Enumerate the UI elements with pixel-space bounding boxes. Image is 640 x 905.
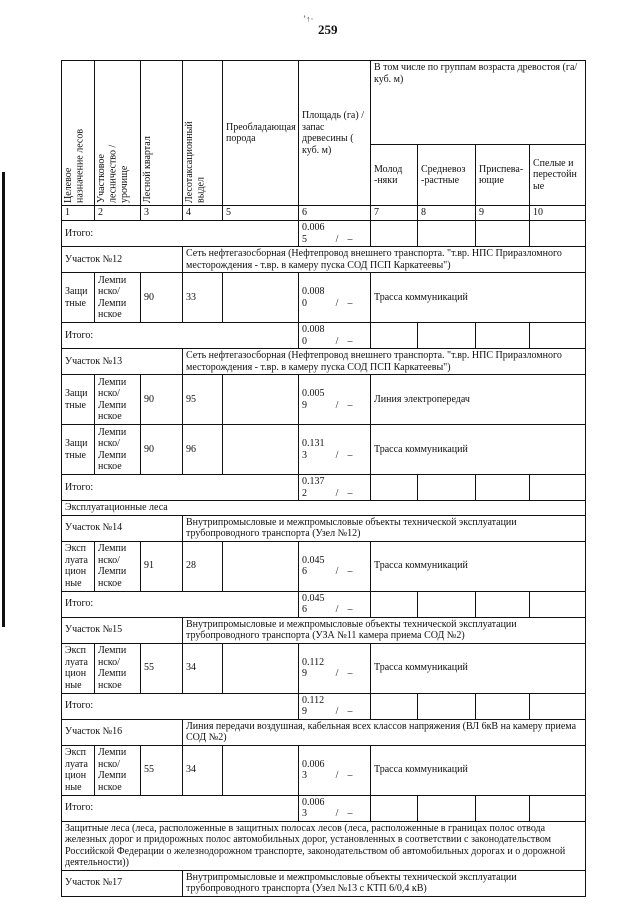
page-number: 259 [318,22,338,37]
quarter-cell: 55 [141,745,183,795]
section-row-u12 [62,247,586,273]
total-area: 0.112 9 / – [299,693,371,719]
table-row [62,425,586,475]
quarter-cell: 91 [141,541,183,591]
section-label: Участок №17 [62,870,183,896]
col-number: 4 [183,206,223,221]
table-row [62,745,586,795]
forestry-cell: Лемпи нско/ Лемпи нское [95,375,141,425]
header-vydel: Лесотаксационный выдел [183,61,223,206]
total-label: Итого: [62,693,299,719]
col-number: 6 [299,206,371,221]
col-number: 9 [476,206,530,221]
forestry-cell: Лемпи нско/ Лемпи нское [95,273,141,323]
total-label: Итого: [62,591,299,617]
purpose-cell: Защи тные [62,425,95,475]
area-cell: 0.112 9 / – [299,643,371,693]
col-number: 3 [141,206,183,221]
quarter-cell: 90 [141,273,183,323]
forest-areas-table [61,60,586,897]
col-number: 1 [62,206,95,221]
purpose-cell: Эксп луата цион ные [62,745,95,795]
header-species: Преобладающая порода [223,61,299,206]
total-area: 0.137 2 / – [299,475,371,501]
vydel-cell: 34 [183,745,223,795]
header-row [62,61,586,145]
vydel-cell: 28 [183,541,223,591]
header-middle: Средневоз -растные [418,145,476,206]
section-description: Сеть нефтегазосборная (Нефтепровод внешнего транспорта. "т.вр. НПС Приразломного месторождения - т.вр. в камеру пуска СОД ПСП Каркатеевы") [183,247,586,273]
note-cell: Трасса коммуникаций [371,273,586,323]
purpose-cell: Защи тные [62,375,95,425]
total-area: 0.006 5 / – [299,221,371,247]
total-area: 0.006 3 / – [299,795,371,821]
total-label: Итого: [62,475,299,501]
header-area: Площадь (га) / запас древесины ( куб. м) [299,61,371,206]
total-label: Итого: [62,323,299,349]
total-area: 0.045 6 / – [299,591,371,617]
total-row [62,693,586,719]
forestry-cell: Лемпи нско/ Лемпи нское [95,745,141,795]
quarter-cell: 90 [141,375,183,425]
area-cell: 0.006 3 / – [299,745,371,795]
forest-table-frame [61,60,585,897]
category-row [62,501,586,516]
note-cell: Трасса коммуникаций [371,541,586,591]
vydel-cell: 33 [183,273,223,323]
purpose-cell: Эксп луата цион ные [62,541,95,591]
header-forestry: Участковое лесничество / урочище [95,61,141,206]
section-description: Внутрипромысловые и межпромысловые объекты технической эксплуатации трубопроводного транспорта (УЗА №11 камера приема СОД №2) [183,617,586,643]
area-cell: 0.005 9 / – [299,375,371,425]
note-cell: Трасса коммуникаций [371,425,586,475]
area-cell: 0.008 0 / – [299,273,371,323]
forestry-cell: Лемпи нско/ Лемпи нское [95,425,141,475]
section-label: Участок №13 [62,349,183,375]
section-label: Участок №14 [62,515,183,541]
total-label: Итого: [62,795,299,821]
scan-margin-bar [2,172,5,627]
quarter-cell: 55 [141,643,183,693]
header-quarter: Лесной квартал [141,61,183,206]
table-row [62,643,586,693]
purpose-cell: Защи тные [62,273,95,323]
total-label: Итого: [62,221,299,247]
col-number: 10 [530,206,586,221]
vydel-cell: 95 [183,375,223,425]
section-row-u16 [62,719,586,745]
header-purpose: Целевое назначение лесов [62,61,95,206]
note-cell: Трасса коммуникаций [371,643,586,693]
col-number: 2 [95,206,141,221]
section-row-u13 [62,349,586,375]
total-row [62,475,586,501]
table-row [62,273,586,323]
col-number: 7 [371,206,418,221]
section-label: Участок №12 [62,247,183,273]
section-row-u17 [62,870,586,896]
col-number: 8 [418,206,476,221]
total-row [62,323,586,349]
col-number: 5 [223,206,299,221]
forestry-cell: Лемпи нско/ Лемпи нское [95,643,141,693]
note-cell: Трасса коммуникаций [371,745,586,795]
total-row [62,221,586,247]
category-title: Эксплуатационные леса [62,501,586,516]
area-cell: 0.131 3 / – [299,425,371,475]
total-row [62,591,586,617]
header-age-groups: В том числе по группам возраста древостоя (га/ куб. м) [371,61,586,145]
purpose-cell: Эксп луата цион ные [62,643,95,693]
table-row [62,541,586,591]
column-numbers-row [62,206,586,221]
total-area: 0.008 0 / – [299,323,371,349]
section-description: Сеть нефтегазосборная (Нефтепровод внешнего транспорта. "т.вр. НПС Приразломного месторождения - т.вр. в камеру пуска СОД ПСП Каркатеевы") [183,349,586,375]
section-row-u14 [62,515,586,541]
vydel-cell: 96 [183,425,223,475]
section-row-u15 [62,617,586,643]
note-cell: Линия электропередач [371,375,586,425]
area-cell: 0.045 6 / – [299,541,371,591]
scan-mark: ’↑· [303,14,314,24]
quarter-cell: 90 [141,425,183,475]
protective-forests-note: Защитные леса (леса, расположенные в защитных полосах лесов (леса, расположенные в границах полос отвода железных дорог и придорожных полос автомобильных дорог, установленных в соответствии с законодательством Российской Федерации о железнодорожном транспорте, законодательством об автомобильных дорогах и о дорожной деятельности)) [62,821,586,870]
header-mature: Спелые и перестойн ые [530,145,586,206]
section-description: Внутрипромысловые и межпромысловые объекты технической эксплуатации трубопроводного транспорта (Узел №12) [183,515,586,541]
header-maturing: Приспева- ющие [476,145,530,206]
section-label: Участок №16 [62,719,183,745]
section-description: Линия передачи воздушная, кабельная всех классов напряжения (ВЛ 6кВ на камеру приема СОД №2) [183,719,586,745]
section-description: Внутрипромысловые и межпромысловые объекты технической эксплуатации трубопроводного транспорта (Узел №13 с КТП 6/0,4 кВ) [183,870,586,896]
header-young: Молод -няки [371,145,418,206]
vydel-cell: 34 [183,643,223,693]
table-row [62,375,586,425]
total-row [62,795,586,821]
forestry-cell: Лемпи нско/ Лемпи нское [95,541,141,591]
category-row [62,821,586,870]
section-label: Участок №15 [62,617,183,643]
